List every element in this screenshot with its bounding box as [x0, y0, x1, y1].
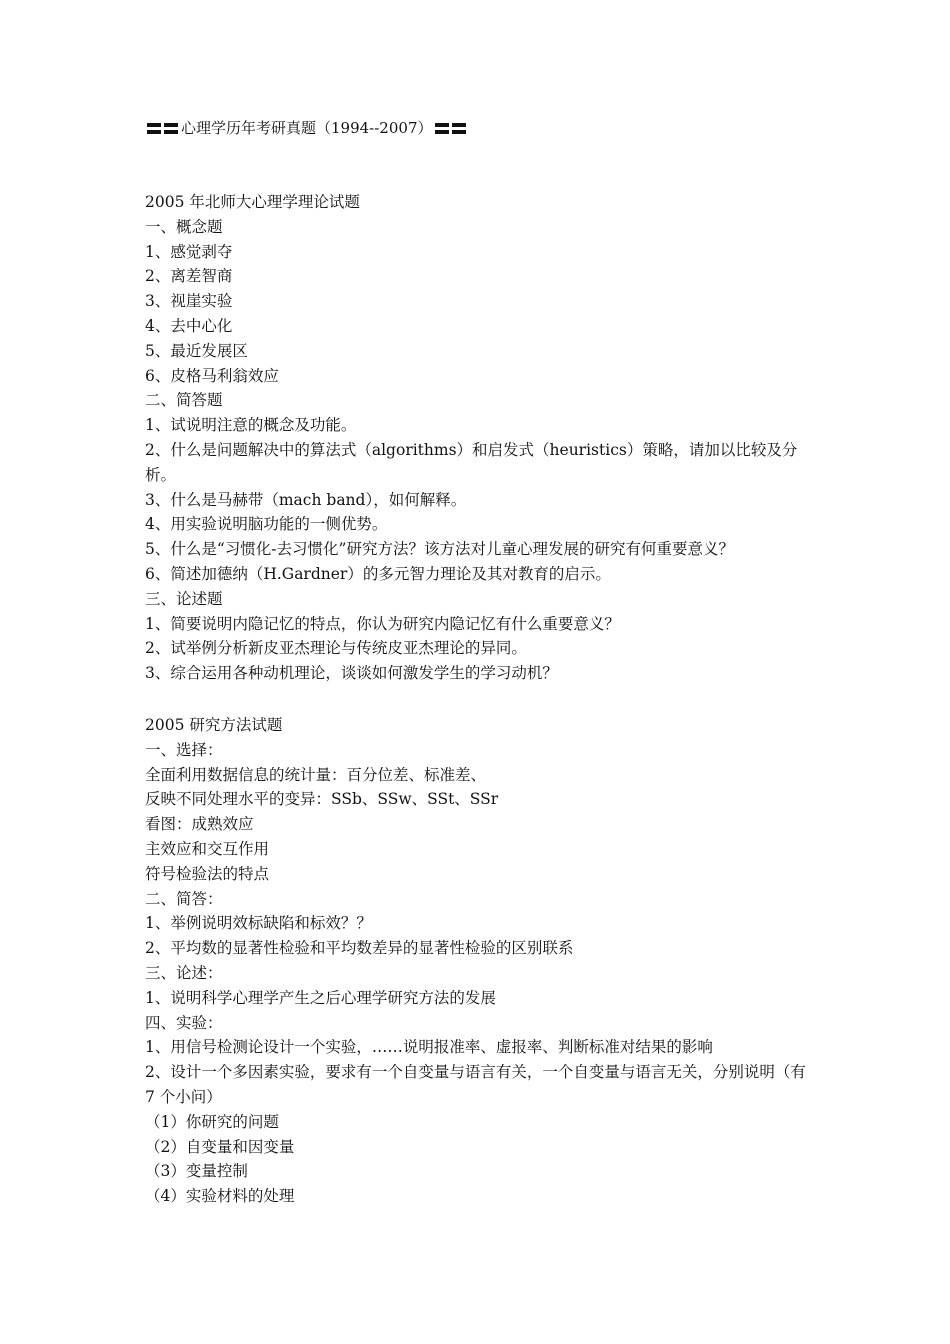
section-line: 三、论述题: [145, 589, 223, 608]
section-line: 1、简要说明内隐记忆的特点，你认为研究内隐记忆有什么重要意义？: [145, 614, 620, 633]
section-line: 反映不同处理水平的变异：SSb、SSw、SSt、SSr: [145, 790, 499, 809]
document-title-text: 心理学历年考研真题（1994--2007）: [181, 119, 433, 137]
section-line: 1、用信号检测论设计一个实验，……说明报准率、虚报率、判断标准对结果的影响: [145, 1038, 713, 1057]
section-line: 3、综合运用各种动机理论，谈谈如何激发学生的学习动机？: [145, 664, 558, 683]
section-line: 符号检验法的特点: [145, 864, 270, 883]
section-line: 二、简答题: [145, 391, 223, 410]
section-heading: 2005 年北师大心理学理论试题: [145, 193, 360, 211]
section-line: 2、设计一个多因素实验，要求有一个自变量与语言有关，一个自变量与语言无关，分别说明（有 7 个小问）: [145, 1063, 811, 1106]
section-line: 全面利用数据信息的统计量：百分位差、标准差、: [145, 765, 487, 784]
section-line: 2、什么是问题解决中的算法式（algorithms）和启发式（heuristics）策略，请加以比较及分析。: [145, 440, 798, 484]
section-line: 6、简述加德纳（H.Gardner）的多元智力理论及其对教育的启示。: [145, 564, 611, 583]
section-line: 2、离差智商: [145, 267, 233, 286]
section-line: 4、用实验说明脑功能的一侧优势。: [145, 515, 388, 534]
section-line: 6、皮格马利翁效应: [145, 366, 279, 385]
section-line: 四、实验：: [145, 1013, 223, 1032]
document-title: [145, 116, 469, 140]
section-line: 二、简答：: [145, 889, 223, 908]
section-line: 4、去中心化: [145, 316, 233, 335]
section-line: 看图：成熟效应: [145, 815, 254, 834]
section-line: 1、感觉剥夺: [145, 242, 233, 261]
section-line: （1）你研究的问题: [145, 1112, 279, 1131]
section-line: （2）自变量和因变量: [145, 1137, 295, 1156]
section-line: （4）实验材料的处理: [145, 1187, 295, 1206]
section-line: 三、论述：: [145, 963, 223, 982]
section-line: 主效应和交互作用: [145, 839, 270, 858]
section-line: 2、试举例分析新皮亚杰理论与传统皮亚杰理论的异同。: [145, 639, 527, 658]
section-line: 5、最近发展区: [145, 341, 248, 360]
section-line: 3、视崖实验: [145, 292, 233, 311]
section-line: 1、试说明注意的概念及功能。: [145, 416, 357, 435]
section-line: 5、什么是“习惯化-去习惯化”研究方法？该方法对儿童心理发展的研究有何重要意义？: [145, 540, 734, 559]
trigram-right-icon: [435, 121, 467, 135]
trigram-left-icon: [147, 121, 179, 135]
section-theory-exam: [145, 190, 810, 686]
section-research-methods-exam: [145, 713, 810, 1209]
section-line: 3、什么是马赫带（mach band），如何解释。: [145, 490, 467, 509]
section-line: 一、选择：: [145, 740, 223, 759]
section-heading: 2005 研究方法试题: [145, 716, 283, 734]
section-line: 一、概念题: [145, 217, 223, 236]
section-line: 2、平均数的显著性检验和平均数差异的显著性检验的区别联系: [145, 939, 574, 958]
section-line: 1、说明科学心理学产生之后心理学研究方法的发展: [145, 988, 496, 1007]
section-line: （3）变量控制: [145, 1162, 248, 1181]
section-line: 1、举例说明效标缺陷和标效？？: [145, 914, 372, 933]
